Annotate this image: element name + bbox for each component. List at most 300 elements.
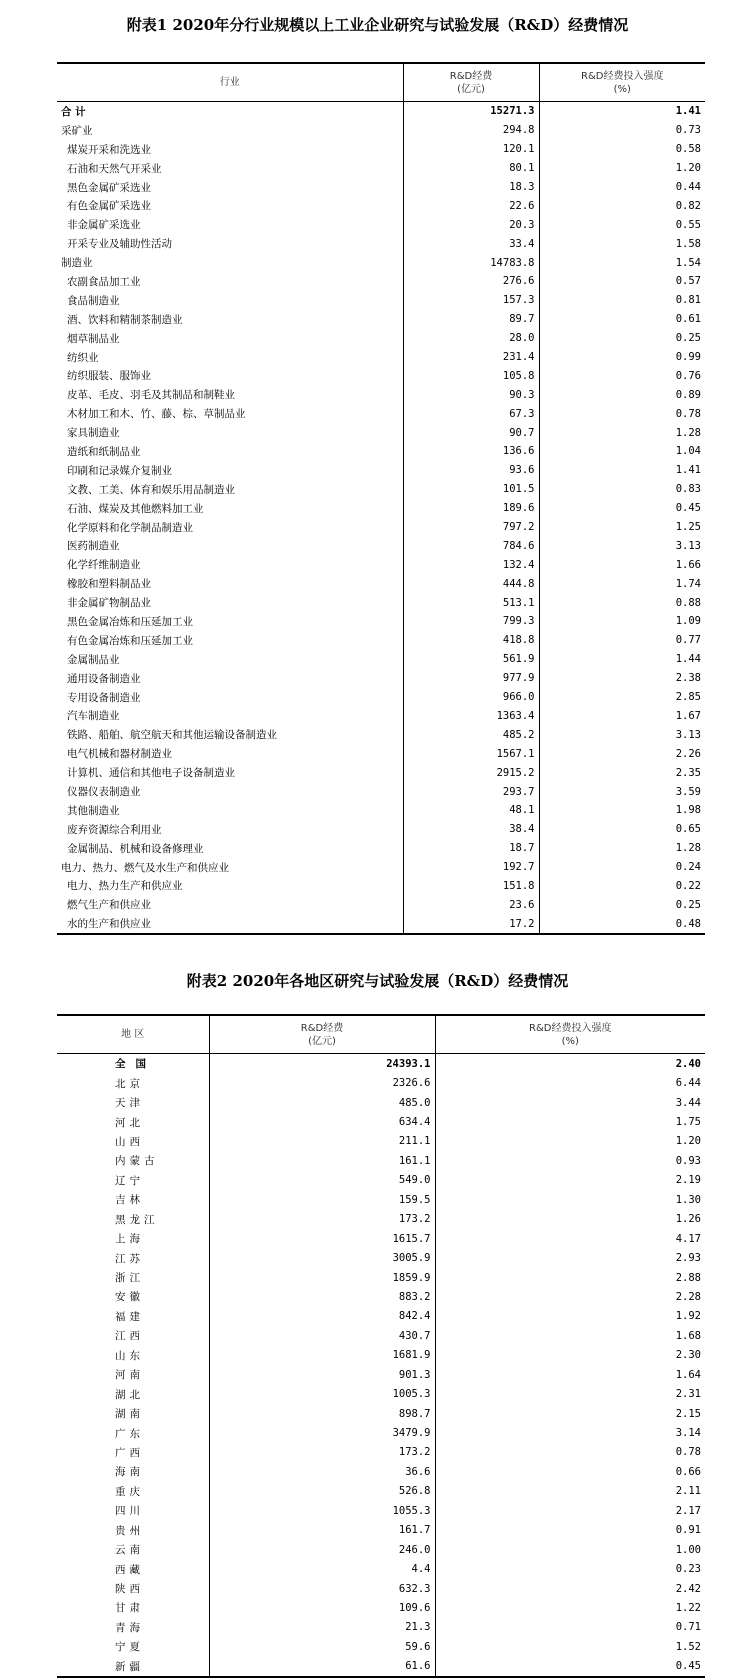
industry-row <box>57 725 705 744</box>
rd-value-cell: 36.6 <box>209 1462 435 1481</box>
industry-row <box>57 196 705 215</box>
rd-value-cell: 4.4 <box>209 1559 435 1578</box>
rd-value-cell: 294.8 <box>403 121 539 140</box>
rd-value-cell: 38.4 <box>403 820 539 839</box>
rd-value-cell: 17.2 <box>403 914 539 934</box>
intensity-value-cell: 1.09 <box>675 615 701 628</box>
intensity-value-cell: 1.22 <box>675 1601 701 1614</box>
industry-row <box>57 215 705 234</box>
industry-column-header <box>57 63 403 102</box>
rd-value-cell: 21.3 <box>209 1618 435 1637</box>
intensity-value-cell: 0.83 <box>675 483 701 496</box>
industry-row <box>57 593 705 612</box>
industry-row <box>57 121 705 140</box>
rd-value-cell: 842.4 <box>209 1307 435 1326</box>
industry-row <box>57 650 705 669</box>
industry-row <box>57 707 705 726</box>
industry-rd-table <box>57 62 705 935</box>
row-name-cell: 合 计 <box>57 102 403 121</box>
rd-value-cell: 22.6 <box>403 196 539 215</box>
region-row <box>57 1210 705 1229</box>
intensity-header-unit: (%) <box>561 1035 579 1047</box>
industry-row <box>57 858 705 877</box>
row-name-cell: 重庆 <box>57 1482 209 1501</box>
row-name-cell: 江苏 <box>57 1248 209 1267</box>
intensity-value-cell: 0.73 <box>675 124 701 137</box>
rd-value-cell: 33.4 <box>403 234 539 253</box>
rd-value-cell: 67.3 <box>403 404 539 423</box>
rd-value-cell: 276.6 <box>403 272 539 291</box>
rd-value-cell: 48.1 <box>403 801 539 820</box>
rd-value-cell: 444.8 <box>403 574 539 593</box>
rd-value-cell: 799.3 <box>403 612 539 631</box>
rd-value-cell: 18.3 <box>403 178 539 197</box>
rd-value-cell: 192.7 <box>403 858 539 877</box>
rd-value-cell: 901.3 <box>209 1365 435 1384</box>
rd-value-cell: 1363.4 <box>403 707 539 726</box>
rd-value-cell: 23.6 <box>403 895 539 914</box>
region-row <box>57 1190 705 1209</box>
row-name-cell: 辽宁 <box>57 1171 209 1190</box>
intensity-value-cell: 1.64 <box>675 1368 701 1381</box>
row-name-cell: 烟草制品业 <box>57 329 403 348</box>
row-name-cell: 石油和天然气开采业 <box>57 159 403 178</box>
rd-value-cell: 293.7 <box>403 782 539 801</box>
industry-row <box>57 574 705 593</box>
row-name-cell: 橡胶和塑料制品业 <box>57 574 403 593</box>
industry-row <box>57 518 705 537</box>
row-name-cell: 黑色金属矿采选业 <box>57 178 403 197</box>
rd-value-cell: 634.4 <box>209 1112 435 1131</box>
intensity-header-label: R&D经费投入强度 <box>529 1022 612 1034</box>
intensity-value-cell: 1.30 <box>675 1193 701 1206</box>
row-name-cell: 汽车制造业 <box>57 707 403 726</box>
industry-row <box>57 404 705 423</box>
intensity-value-cell: 1.67 <box>675 709 701 722</box>
intensity-value-cell: 0.22 <box>675 879 701 892</box>
intensity-value-cell: 0.55 <box>675 218 701 231</box>
industry-row <box>57 744 705 763</box>
intensity-value-cell: 1.25 <box>675 521 701 534</box>
rd-value-cell: 189.6 <box>403 499 539 518</box>
rd-value-cell: 966.0 <box>403 688 539 707</box>
row-name-cell: 制造业 <box>57 253 403 272</box>
row-name-cell: 河南 <box>57 1365 209 1384</box>
row-name-cell: 电气机械和器材制造业 <box>57 744 403 763</box>
row-name-cell: 造纸和纸制品业 <box>57 442 403 461</box>
rd-value-cell: 430.7 <box>209 1326 435 1345</box>
intensity-value-cell: 1.26 <box>675 1213 701 1226</box>
region-row <box>57 1346 705 1365</box>
row-name-cell: 广东 <box>57 1423 209 1442</box>
region-row <box>57 1112 705 1131</box>
region-row <box>57 1132 705 1151</box>
region-rd-table <box>57 1014 705 1678</box>
intensity-value-cell: 0.65 <box>675 823 701 836</box>
row-name-cell: 安徽 <box>57 1287 209 1306</box>
region-row <box>57 1598 705 1617</box>
intensity-value-cell: 0.25 <box>675 898 701 911</box>
intensity-value-cell: 2.35 <box>675 766 701 779</box>
intensity-value-cell: 2.11 <box>675 1485 701 1498</box>
intensity-value-cell: 0.99 <box>675 351 701 364</box>
intensity-value-cell: 0.24 <box>675 861 701 874</box>
intensity-value-cell: 3.14 <box>675 1427 701 1440</box>
row-name-cell: 电力、热力生产和供应业 <box>57 877 403 896</box>
region-row <box>57 1559 705 1578</box>
rd-value-cell: 173.2 <box>209 1210 435 1229</box>
industry-row <box>57 536 705 555</box>
region-row <box>57 1093 705 1112</box>
rd-value-cell: 1859.9 <box>209 1268 435 1287</box>
region-row <box>57 1637 705 1656</box>
intensity-value-cell: 2.88 <box>675 1271 701 1284</box>
intensity-value-cell: 0.77 <box>675 634 701 647</box>
table1-title: 附表1 2020年分行业规模以上工业企业研究与试验发展（R&D）经费情况 <box>126 16 629 34</box>
industry-row <box>57 442 705 461</box>
region-row <box>57 1501 705 1520</box>
intensity-value-cell: 1.74 <box>675 577 701 590</box>
industry-row <box>57 820 705 839</box>
intensity-value-cell: 0.89 <box>675 388 701 401</box>
rd-value-cell: 2915.2 <box>403 763 539 782</box>
intensity-value-cell: 2.26 <box>675 747 701 760</box>
rd-value-cell: 561.9 <box>403 650 539 669</box>
rd-value-cell: 246.0 <box>209 1540 435 1559</box>
rd-header-label: R&D经费 <box>449 70 493 82</box>
row-name-cell: 海南 <box>57 1462 209 1481</box>
industry-row <box>57 348 705 367</box>
intensity-value-cell: 0.58 <box>675 143 701 156</box>
rd-value-cell: 3005.9 <box>209 1248 435 1267</box>
industry-row <box>57 801 705 820</box>
intensity-value-cell: 0.61 <box>675 313 701 326</box>
row-name-cell: 酒、饮料和精制茶制造业 <box>57 310 403 329</box>
intensity-value-cell: 1.28 <box>675 842 701 855</box>
intensity-value-cell: 1.20 <box>675 162 701 175</box>
intensity-value-cell: 1.20 <box>675 1135 701 1148</box>
industry-row <box>57 140 705 159</box>
intensity-column-header <box>539 63 705 102</box>
row-name-cell: 煤炭开采和洗选业 <box>57 140 403 159</box>
row-name-cell: 宁夏 <box>57 1637 209 1656</box>
intensity-value-cell: 6.44 <box>675 1077 701 1090</box>
industry-row <box>57 839 705 858</box>
rd-value-cell: 549.0 <box>209 1171 435 1190</box>
industry-row <box>57 329 705 348</box>
row-name-cell: 陕西 <box>57 1579 209 1598</box>
region-row <box>57 1268 705 1287</box>
industry-row <box>57 763 705 782</box>
region-row <box>57 1521 705 1540</box>
row-name-cell: 化学纤维制造业 <box>57 555 403 574</box>
region-row <box>57 1657 705 1677</box>
intensity-value-cell: 3.13 <box>675 539 701 552</box>
rd-value-cell: 485.0 <box>209 1093 435 1112</box>
row-name-cell: 江西 <box>57 1326 209 1345</box>
intensity-value-cell: 1.04 <box>675 445 701 458</box>
row-name-cell: 化学原料和化学制品制造业 <box>57 518 403 537</box>
row-name-cell: 上海 <box>57 1229 209 1248</box>
rd-value-cell: 1615.7 <box>209 1229 435 1248</box>
intensity-value-cell: 2.42 <box>675 1582 701 1595</box>
rd-value-cell: 231.4 <box>403 348 539 367</box>
row-name-cell: 仪器仪表制造业 <box>57 782 403 801</box>
industry-row <box>57 234 705 253</box>
industry-row <box>57 612 705 631</box>
intensity-value-cell: 1.66 <box>675 558 701 571</box>
industry-row <box>57 366 705 385</box>
row-name-cell: 石油、煤炭及其他燃料加工业 <box>57 499 403 518</box>
rd-value-cell: 173.2 <box>209 1443 435 1462</box>
region-row <box>57 1287 705 1306</box>
industry-row <box>57 631 705 650</box>
region-row <box>57 1365 705 1384</box>
rd-value-cell: 14783.8 <box>403 253 539 272</box>
intensity-value-cell: 1.68 <box>675 1329 701 1342</box>
rd-value-cell: 2326.6 <box>209 1073 435 1092</box>
rd-value-cell: 109.6 <box>209 1598 435 1617</box>
row-name-cell: 贵州 <box>57 1521 209 1540</box>
rd-value-cell: 15271.3 <box>403 102 539 121</box>
rd-value-cell: 132.4 <box>403 555 539 574</box>
row-name-cell: 山东 <box>57 1346 209 1365</box>
intensity-value-cell: 1.75 <box>675 1116 701 1129</box>
row-name-cell: 广西 <box>57 1443 209 1462</box>
intensity-value-cell: 0.45 <box>675 1660 701 1673</box>
row-name-cell: 新疆 <box>57 1657 209 1677</box>
intensity-value-cell: 4.17 <box>675 1232 701 1245</box>
industry-row <box>57 688 705 707</box>
rd-value-cell: 1005.3 <box>209 1384 435 1403</box>
intensity-value-cell: 2.40 <box>675 1057 701 1070</box>
row-name-cell: 浙江 <box>57 1268 209 1287</box>
intensity-value-cell: 2.31 <box>675 1388 701 1401</box>
rd-value-cell: 105.8 <box>403 366 539 385</box>
rd-value-cell: 513.1 <box>403 593 539 612</box>
rd-value-cell: 159.5 <box>209 1190 435 1209</box>
industry-row <box>57 480 705 499</box>
row-name-cell: 有色金属冶炼和压延加工业 <box>57 631 403 650</box>
rd-column-header <box>403 63 539 102</box>
row-name-cell: 甘肃 <box>57 1598 209 1617</box>
intensity-value-cell: 0.45 <box>675 502 701 515</box>
intensity-column-header <box>435 1015 705 1054</box>
total-row <box>57 1054 705 1074</box>
row-name-cell: 全国 <box>57 1054 209 1074</box>
rd-value-cell: 211.1 <box>209 1132 435 1151</box>
industry-table-body <box>57 102 705 935</box>
total-row <box>57 102 705 121</box>
rd-value-cell: 80.1 <box>403 159 539 178</box>
industry-row <box>57 385 705 404</box>
rd-column-header <box>209 1015 435 1054</box>
row-name-cell: 青海 <box>57 1618 209 1637</box>
rd-value-cell: 151.8 <box>403 877 539 896</box>
industry-row <box>57 499 705 518</box>
region-column-header <box>57 1015 209 1054</box>
industry-row <box>57 272 705 291</box>
intensity-value-cell: 1.58 <box>675 237 701 250</box>
intensity-value-cell: 2.85 <box>675 691 701 704</box>
rd-header-label: R&D经费 <box>300 1022 344 1034</box>
industry-row <box>57 782 705 801</box>
rd-value-cell: 90.7 <box>403 423 539 442</box>
rd-value-cell: 485.2 <box>403 725 539 744</box>
row-name-cell: 吉林 <box>57 1190 209 1209</box>
rd-value-cell: 28.0 <box>403 329 539 348</box>
industry-row <box>57 178 705 197</box>
region-row <box>57 1384 705 1403</box>
rd-value-cell: 883.2 <box>209 1287 435 1306</box>
rd-value-cell: 101.5 <box>403 480 539 499</box>
region-row <box>57 1482 705 1501</box>
row-name-cell: 云南 <box>57 1540 209 1559</box>
row-name-cell: 非金属矿采选业 <box>57 215 403 234</box>
row-name-cell: 黑龙江 <box>57 1210 209 1229</box>
row-name-cell: 皮革、毛皮、羽毛及其制品和制鞋业 <box>57 385 403 404</box>
table2-title: 附表2 2020年各地区研究与试验发展（R&D）经费情况 <box>186 972 569 990</box>
rd-value-cell: 61.6 <box>209 1657 435 1677</box>
intensity-value-cell: 3.44 <box>675 1096 701 1109</box>
industry-row <box>57 555 705 574</box>
region-row <box>57 1540 705 1559</box>
rd-value-cell: 93.6 <box>403 461 539 480</box>
region-row <box>57 1151 705 1170</box>
row-name-cell: 山西 <box>57 1132 209 1151</box>
row-name-cell: 天津 <box>57 1093 209 1112</box>
industry-row <box>57 877 705 896</box>
industry-row <box>57 159 705 178</box>
region-row <box>57 1423 705 1442</box>
rd-value-cell: 784.6 <box>403 536 539 555</box>
row-name-cell: 专用设备制造业 <box>57 688 403 707</box>
intensity-value-cell: 0.88 <box>675 596 701 609</box>
row-name-cell: 福建 <box>57 1307 209 1326</box>
region-row <box>57 1307 705 1326</box>
intensity-header-unit: (%) <box>613 83 631 95</box>
rd-value-cell: 1681.9 <box>209 1346 435 1365</box>
intensity-header-label: R&D经费投入强度 <box>581 70 664 82</box>
intensity-value-cell: 1.41 <box>675 464 701 477</box>
row-name-cell: 开采专业及辅助性活动 <box>57 234 403 253</box>
table2-header-row <box>57 1015 705 1054</box>
row-name-cell: 电力、热力、燃气及水生产和供应业 <box>57 858 403 877</box>
row-name-cell: 水的生产和供应业 <box>57 914 403 934</box>
row-name-cell: 四川 <box>57 1501 209 1520</box>
rd-value-cell: 977.9 <box>403 669 539 688</box>
intensity-value-cell: 2.30 <box>675 1349 701 1362</box>
industry-row <box>57 423 705 442</box>
intensity-value-cell: 2.38 <box>675 672 701 685</box>
region-table-body <box>57 1054 705 1678</box>
industry-row <box>57 291 705 310</box>
intensity-value-cell: 1.92 <box>675 1310 701 1323</box>
row-name-cell: 湖南 <box>57 1404 209 1423</box>
rd-value-cell: 136.6 <box>403 442 539 461</box>
intensity-value-cell: 0.71 <box>675 1621 701 1634</box>
row-name-cell: 黑色金属冶炼和压延加工业 <box>57 612 403 631</box>
intensity-value-cell: 1.54 <box>675 256 701 269</box>
region-row <box>57 1579 705 1598</box>
rd-value-cell: 161.7 <box>209 1521 435 1540</box>
intensity-value-cell: 0.48 <box>675 917 701 930</box>
intensity-value-cell: 0.57 <box>675 275 701 288</box>
region-row <box>57 1073 705 1092</box>
intensity-value-cell: 0.78 <box>675 407 701 420</box>
rd-value-cell: 526.8 <box>209 1482 435 1501</box>
intensity-value-cell: 1.44 <box>675 653 701 666</box>
row-name-cell: 通用设备制造业 <box>57 669 403 688</box>
region-row <box>57 1443 705 1462</box>
rd-value-cell: 59.6 <box>209 1637 435 1656</box>
rd-value-cell: 161.1 <box>209 1151 435 1170</box>
intensity-value-cell: 1.28 <box>675 426 701 439</box>
row-name-cell: 木材加工和木、竹、藤、棕、草制品业 <box>57 404 403 423</box>
row-name-cell: 食品制造业 <box>57 291 403 310</box>
intensity-value-cell: 0.91 <box>675 1524 701 1537</box>
intensity-value-cell: 1.41 <box>675 105 701 118</box>
rd-value-cell: 18.7 <box>403 839 539 858</box>
rd-value-cell: 3479.9 <box>209 1423 435 1442</box>
row-name-cell: 金属制品业 <box>57 650 403 669</box>
rd-value-cell: 20.3 <box>403 215 539 234</box>
intensity-value-cell: 1.52 <box>675 1640 701 1653</box>
industry-row <box>57 895 705 914</box>
rd-header-unit: (亿元) <box>457 83 485 95</box>
row-name-cell: 金属制品、机械和设备修理业 <box>57 839 403 858</box>
rd-header-unit: (亿元) <box>308 1035 336 1047</box>
row-name-cell: 湖北 <box>57 1384 209 1403</box>
row-name-cell: 北京 <box>57 1073 209 1092</box>
row-name-cell: 印刷和记录媒介复制业 <box>57 461 403 480</box>
rd-value-cell: 797.2 <box>403 518 539 537</box>
industry-row <box>57 310 705 329</box>
region-header-label: 地 区 <box>121 1029 145 1040</box>
row-name-cell: 文教、工美、体育和娱乐用品制造业 <box>57 480 403 499</box>
rd-value-cell: 1567.1 <box>403 744 539 763</box>
region-row <box>57 1171 705 1190</box>
row-name-cell: 铁路、船舶、航空航天和其他运输设备制造业 <box>57 725 403 744</box>
row-name-cell: 农副食品加工业 <box>57 272 403 291</box>
intensity-value-cell: 0.66 <box>675 1465 701 1478</box>
rd-value-cell: 632.3 <box>209 1579 435 1598</box>
intensity-value-cell: 2.15 <box>675 1407 701 1420</box>
row-name-cell: 纺织业 <box>57 348 403 367</box>
intensity-value-cell: 1.98 <box>675 804 701 817</box>
rd-value-cell: 418.8 <box>403 631 539 650</box>
intensity-value-cell: 0.93 <box>675 1154 701 1167</box>
intensity-value-cell: 0.78 <box>675 1446 701 1459</box>
row-name-cell: 计算机、通信和其他电子设备制造业 <box>57 763 403 782</box>
industry-header-label: 行业 <box>219 77 240 88</box>
industry-row <box>57 461 705 480</box>
industry-row <box>57 669 705 688</box>
intensity-value-cell: 0.81 <box>675 294 701 307</box>
row-name-cell: 西藏 <box>57 1559 209 1578</box>
row-name-cell: 其他制造业 <box>57 801 403 820</box>
row-name-cell: 医药制造业 <box>57 536 403 555</box>
intensity-value-cell: 0.23 <box>675 1563 701 1576</box>
row-name-cell: 非金属矿物制品业 <box>57 593 403 612</box>
intensity-value-cell: 0.82 <box>675 199 701 212</box>
rd-value-cell: 24393.1 <box>209 1054 435 1074</box>
rd-value-cell: 898.7 <box>209 1404 435 1423</box>
region-row <box>57 1326 705 1345</box>
row-name-cell: 废弃资源综合利用业 <box>57 820 403 839</box>
intensity-value-cell: 1.00 <box>675 1543 701 1556</box>
row-name-cell: 家具制造业 <box>57 423 403 442</box>
